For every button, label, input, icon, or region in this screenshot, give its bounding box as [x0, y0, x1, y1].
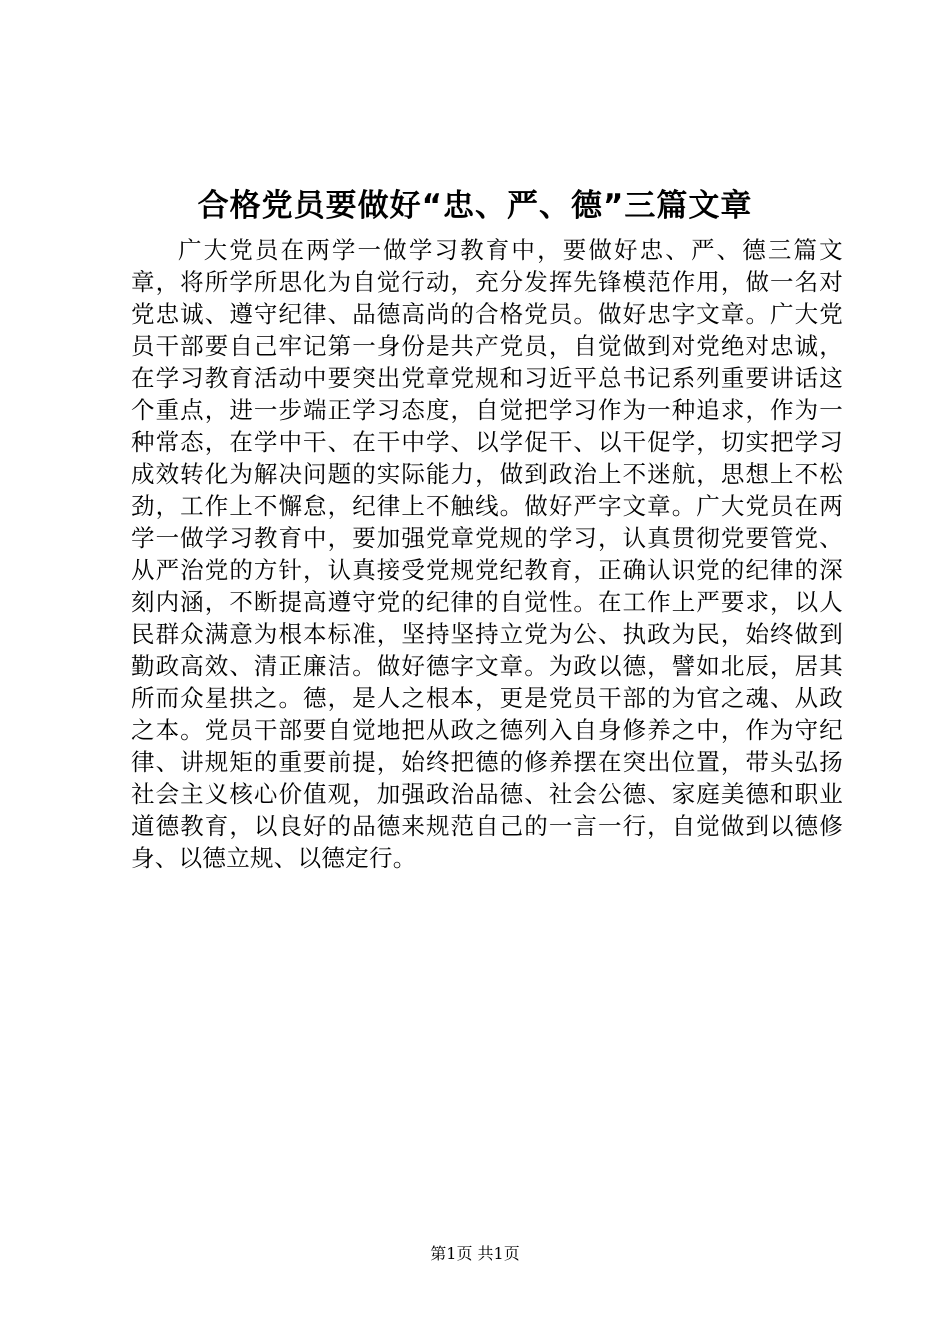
page-title: 合格党员要做好“忠、严、德”三篇文章 — [197, 188, 753, 224]
body-paragraph: 广大党员在两学一做学习教育中，要做好忠、严、德三篇文章，将所学所思化为自觉行动，充分发挥先锋模范作用，做一名对党忠诚、遵守纪律、品德高尚的合格党员。做好忠字文章。广大党员干部要自己牢记第一身份是共产党员，自觉做到对党绝对忠诚，在学习教育活动中要突出党章党规和习近平总书记系列重要讲话这个重点，进一步端正学习态度，自觉把学习作为一种追求，作为一种常态，在学中干、在干中学、以学促干、以干促学，切实把学习成效转化为解决问题的实际能力，做到政治上不迷航，思想上不松劲，工作上不懈怠，纪律上不触线。做好严字文章。广大党员在两学一做学习教育中，要加强党章党规的学习，认真贯彻党要管党、从严治党的方针，认真接受党规党纪教育，正确认识党的纪律的深刻内涵，不断提高遵守党的纪律的自觉性。在工作上严要求，以人民群众满意为根本标准，坚持坚持立党为公、执政为民，始终做到勤政高效、清正廉洁。做好德字文章。为政以德，譬如北辰，居其所而众星拱之。德，是人之根本，更是党员干部的为官之魂、从政之本。党员干部要自觉地把从政之德列入自身修养之中，作为守纪律、讲规矩的重要前提，始终把德的修养摆在突出位置，带头弘扬社会主义核心价值观，加强政治品德、社会公德、家庭美德和职业道德教育，以良好的品德来规范自己的一言一行，自觉做到以德修身、以德立规、以德定行。 — [131, 236, 843, 872]
page-footer: 第1页 共1页 — [430, 1244, 520, 1263]
